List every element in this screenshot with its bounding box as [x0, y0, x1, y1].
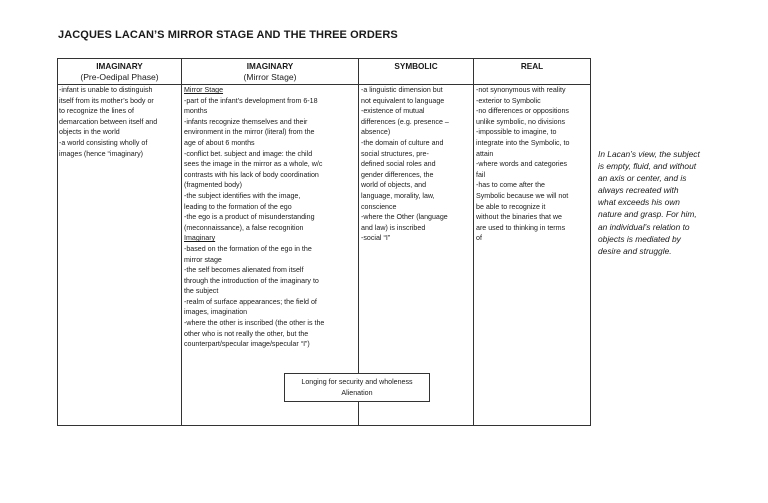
- cell-line: -impossible to imagine, to: [476, 128, 557, 137]
- cell-line: defined social roles and: [361, 160, 436, 169]
- cell-line: the subject: [184, 287, 219, 296]
- column-header-subtitle: (Mirror Stage): [243, 72, 297, 82]
- column-divider-1: [181, 58, 182, 426]
- table-bottom-border: [57, 425, 591, 426]
- cell-line: differences (e.g. presence –: [361, 117, 449, 126]
- cell-line: of: [476, 234, 482, 243]
- cell-line: be able to recognize it: [476, 202, 546, 211]
- document-title: JACQUES LACAN’S MIRROR STAGE AND THE THREE ORDERS: [58, 29, 398, 41]
- cell-line: (fragmented body): [184, 181, 242, 190]
- cell-line: fail: [476, 170, 486, 179]
- column-header-title: REAL: [520, 62, 544, 71]
- side-note-line: nature and grasp. For him,: [598, 209, 697, 220]
- column-header-title: IMAGINARY: [246, 62, 294, 71]
- cell-line: itself from its mother’s body or: [59, 96, 154, 105]
- cell-line: other who is not really the other, but the: [184, 329, 309, 338]
- side-note-line: what exceeds his own: [598, 197, 680, 208]
- cell-line: -the subject identifies with the image,: [184, 191, 301, 200]
- cell-line: -exterior to Symbolic: [476, 96, 541, 105]
- cell-line: gender differences, the: [361, 170, 434, 179]
- cell-line: -where words and categories: [476, 160, 568, 169]
- cell-line: attain: [476, 149, 494, 158]
- cell-line: not equivalent to language: [361, 96, 445, 105]
- longing-alienation-box: [284, 373, 430, 402]
- table-left-border: [57, 58, 58, 426]
- cell-line: absence): [361, 128, 391, 137]
- cell-line: language, morality, law,: [361, 191, 435, 200]
- column-header-real: [474, 61, 590, 72]
- cell-line: -existence of mutual: [361, 107, 425, 116]
- cell-line: -based on the formation of the ego in the: [184, 244, 312, 253]
- cell-line: -where the Other (language: [361, 213, 448, 222]
- cell-line: unlike symbolic, no divisions: [476, 117, 566, 126]
- side-note: [598, 148, 716, 257]
- column-header-imaginary-preoedipal: [58, 61, 181, 83]
- cell-line: world of objects, and: [361, 181, 427, 190]
- box-line: Longing for security and wholeness: [301, 378, 413, 386]
- column-header-subtitle: (Pre-Oedipal Phase): [80, 72, 159, 82]
- table-top-border: [57, 58, 591, 59]
- cell-line: objects in the world: [59, 128, 120, 137]
- column-header-title: SYMBOLIC: [394, 62, 438, 71]
- cell-line: -a linguistic dimension but: [361, 86, 443, 94]
- cell-line: counterpart/specular image/specular “I”): [184, 340, 310, 349]
- cell-symbolic: [361, 85, 449, 244]
- cell-line: to recognize the lines of: [59, 107, 134, 116]
- column-divider-2: [358, 58, 359, 426]
- cell-line: contrasts with his lack of body coordination: [184, 170, 319, 179]
- side-note-line: an individual’s relation to: [598, 221, 690, 232]
- cell-line: environment in the mirror (literal) from the: [184, 128, 315, 137]
- cell-line: -the self becomes alienated from itself: [184, 266, 304, 275]
- cell-line: leading to the formation of the ego: [184, 202, 292, 211]
- cell-line: (meconnaissance), a false recognition: [184, 223, 304, 232]
- table-right-border: [590, 58, 591, 426]
- cell-line: and law) is inscribed: [361, 223, 426, 232]
- cell-line: integrate into the Symbolic, to: [476, 138, 570, 147]
- column-divider-3: [473, 58, 474, 426]
- cell-line: images, imagination: [184, 308, 248, 317]
- cell-line: -conflict bet. subject and image: the child: [184, 149, 313, 158]
- side-note-line: is empty, fluid, and without: [598, 161, 697, 172]
- cell-line: age of about 6 months: [184, 138, 255, 147]
- column-header-imaginary-mirror: [182, 61, 358, 83]
- side-note-line: an axis or center, and is: [598, 173, 687, 184]
- cell-line: -infant is unable to distinguish: [59, 86, 153, 94]
- cell-line: -has to come after the: [476, 181, 546, 190]
- column-header-title: IMAGINARY: [96, 62, 143, 71]
- cell-line: conscience: [361, 202, 397, 211]
- cell-line: sees the image in the mirror as a whole, w/c: [184, 160, 323, 169]
- cell-imaginary-preoedipal: [59, 85, 157, 159]
- cell-line: without the binaries that we: [476, 213, 562, 222]
- cell-line: mirror stage: [184, 255, 222, 264]
- cell-line: images (hence “imaginary): [59, 149, 143, 158]
- cell-line: -a world consisting wholly of: [59, 138, 148, 147]
- subheading-mirror-stage: Mirror Stage: [184, 86, 224, 94]
- cell-line: demarcation between itself and: [59, 117, 158, 126]
- cell-real: [476, 85, 569, 244]
- cell-line: -infants recognize themselves and their: [184, 117, 308, 126]
- subheading-imaginary: Imaginary: [184, 234, 216, 243]
- side-note-line: desire and struggle.: [598, 245, 672, 256]
- cell-line: -no differences or oppositions: [476, 107, 569, 116]
- cell-imaginary-mirror-stage: [184, 85, 324, 350]
- cell-line: social structures, pre-: [361, 149, 429, 158]
- box-line: Alienation: [341, 389, 373, 397]
- cell-line: through the introduction of the imaginary to: [184, 276, 319, 285]
- cell-line: months: [184, 107, 208, 116]
- side-note-line: always recreated with: [598, 185, 679, 196]
- cell-line: -not synonymous with reality: [476, 86, 566, 94]
- cell-line: -part of the infant’s development from 6-18: [184, 96, 318, 105]
- cell-line: -the domain of culture and: [361, 138, 444, 147]
- cell-line: -the ego is a product of misunderstanding: [184, 213, 315, 222]
- cell-line: -where the other is inscribed (the other is the: [184, 319, 325, 328]
- cell-line: are used to thinking in terms: [476, 223, 566, 232]
- cell-line: -social “I”: [361, 234, 391, 243]
- side-note-line: objects is mediated by: [598, 233, 681, 244]
- side-note-line: In Lacan’s view, the subject: [598, 149, 700, 159]
- column-header-symbolic: [359, 61, 473, 72]
- cell-line: Symbolic because we will not: [476, 191, 569, 200]
- cell-line: -realm of surface appearances; the field of: [184, 297, 317, 306]
